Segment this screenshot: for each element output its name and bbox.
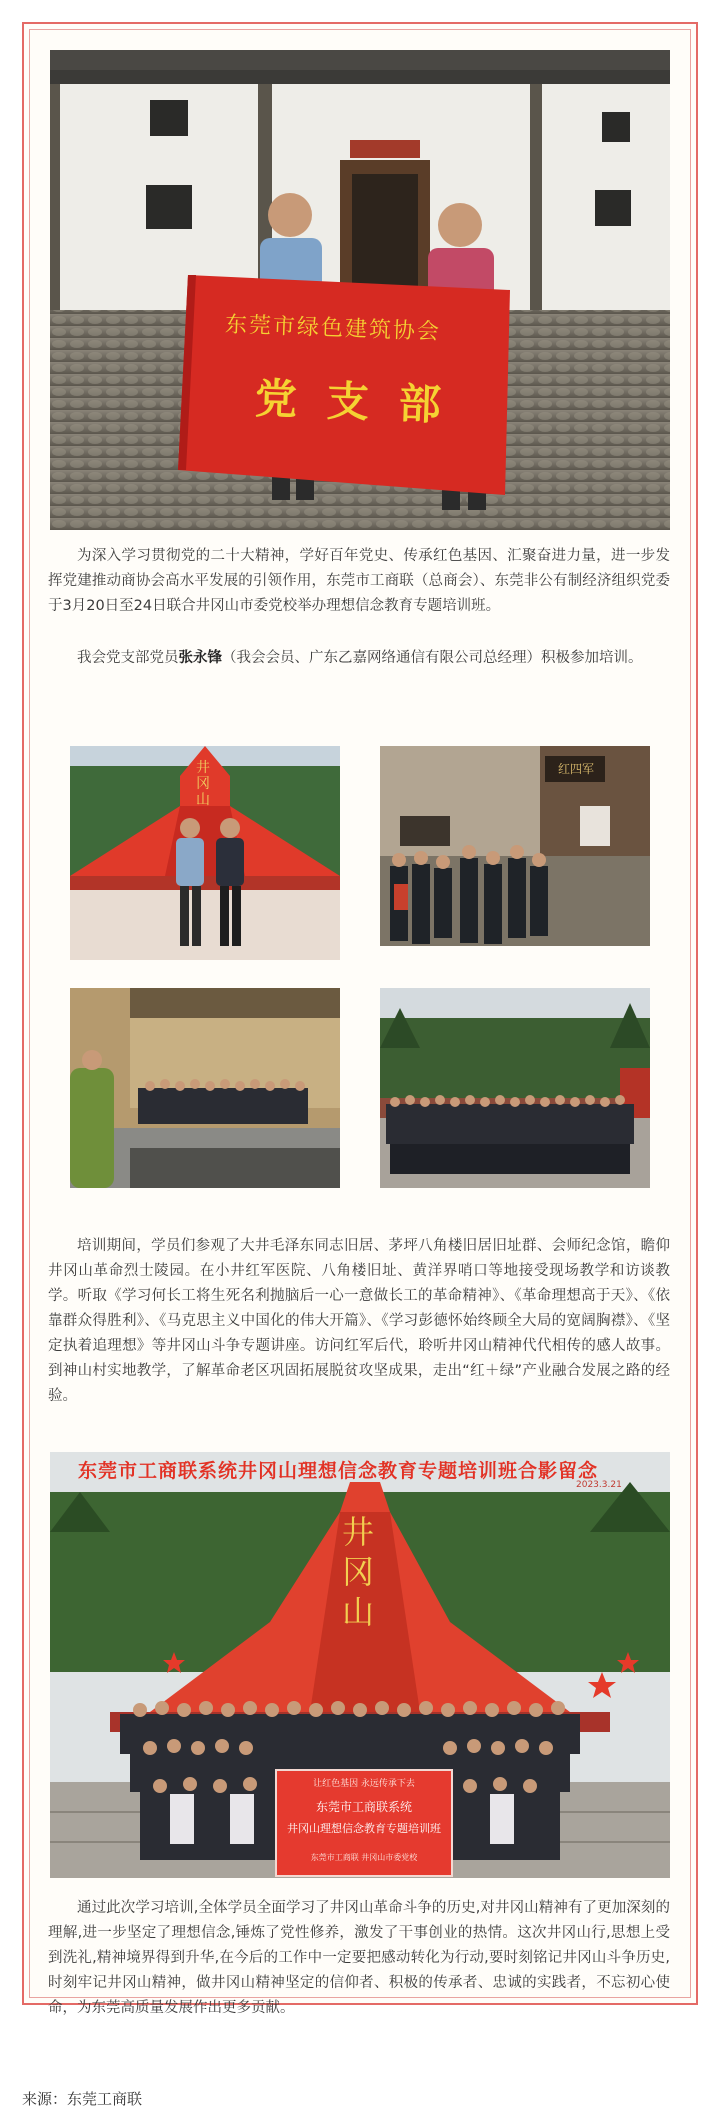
building-sign-text: 红四军 [557,762,594,776]
photo-old-building-group-svg [380,746,650,946]
intro-paragraph: 为深入学习贯彻党的二十大精神，学好百年党史、传承红色基因、汇聚奋进力量，进一步发挥党建推动商协会高水平发展的引领作用，东莞市工商联（总商会）、东莞非公有制经济组织党委于3月20日至24日联合井冈山市委党校举办理想信念教育专题培训班。 [48,548,670,614]
photo-old-building-group [380,746,650,946]
group-banner-line2: 井冈山理想信念教育专题培训班 [287,1822,441,1835]
group-monument-text: 井冈山 [341,1513,374,1631]
group-photo-title: 东莞市工商联系统井冈山理想信念教育专题培训班合影留念 [78,1460,599,1482]
photo-indoor-group-guide [70,988,340,1188]
group-banner-top: 让红色基因 永远传承下去 [313,1779,415,1789]
photo-outdoor-forest-group [380,988,650,1188]
participant-paragraph [48,646,670,671]
group-banner-foot: 东莞市工商联 井冈山市委党校 [310,1853,418,1862]
photo-banner-building-svg [50,50,670,530]
conclusion-paragraph: 通过此次学习培训,全体学员全面学习了井冈山革命斗争的历史,对井冈山精神有了更加深刻的理解,进一步坚定了理想信念,锤炼了党性修养，激发了干事创业的热情。这次井冈山行,思想上受到洗礼,精神境界得到升华,在今后的工作中一定要把感动转化为行动,要时刻铭记井冈山斗争历史,时刻牢记井冈山精神，做井冈山精神坚定的信仰者、积极的传承者、忠诚的实践者，不忘初心使命，为东莞高质量发展作出更多贡献。 [48,1900,670,2016]
photo-indoor-group-guide-svg [70,988,340,1188]
photo-outdoor-forest-group-svg [380,988,650,1188]
source-credit: 来源：东莞工商联 [22,2090,143,2108]
monument-text-small: 井冈山 [196,760,210,808]
participant-text-before: 我会党支部党员 [77,650,179,666]
banner-text-line1: 东莞市绿色建筑协会 [224,312,442,345]
group-photo-date: 2023.3.21 [576,1480,622,1490]
photo-group-commemorative [50,1452,670,1878]
training-activities-paragraph: 培训期间，学员们参观了大井毛泽东同志旧居、茅坪八角楼旧居旧址群、会师纪念馆，瞻仰井冈山革命烈士陵园。在小井红军医院、八角楼旧址、黄洋界哨口等地接受现场教学和访谈教学。听取《学习何长工将生死名利抛脑后一心一意做长工的革命精神》、《革命理想高于天》、《依靠群众得胜利》、《马克思主义中国化的伟大开篇》、《学习彭德怀始终顾全大局的宽阔胸襟》、《坚定执着追理想》等井冈山斗争专题讲座。访问红军后代，聆听井冈山精神代代相传的感人故事。到神山村实地教学，了解革命老区巩固拓展脱贫攻坚成果，走出“红＋绿”产业融合发展之路的经验。 [48,1238,670,1404]
participant-name: 张永锋 [178,650,222,666]
group-banner-line1: 东莞市工商联系统 [315,1800,412,1814]
photo-monument-two-men [70,746,340,960]
banner-text-line2: 党支部 [254,373,472,431]
participant-text-after: （我会会员、广东乙嘉网络通信有限公司总经理）积极参加培训。 [222,650,643,666]
photo-banner-building [50,50,670,530]
